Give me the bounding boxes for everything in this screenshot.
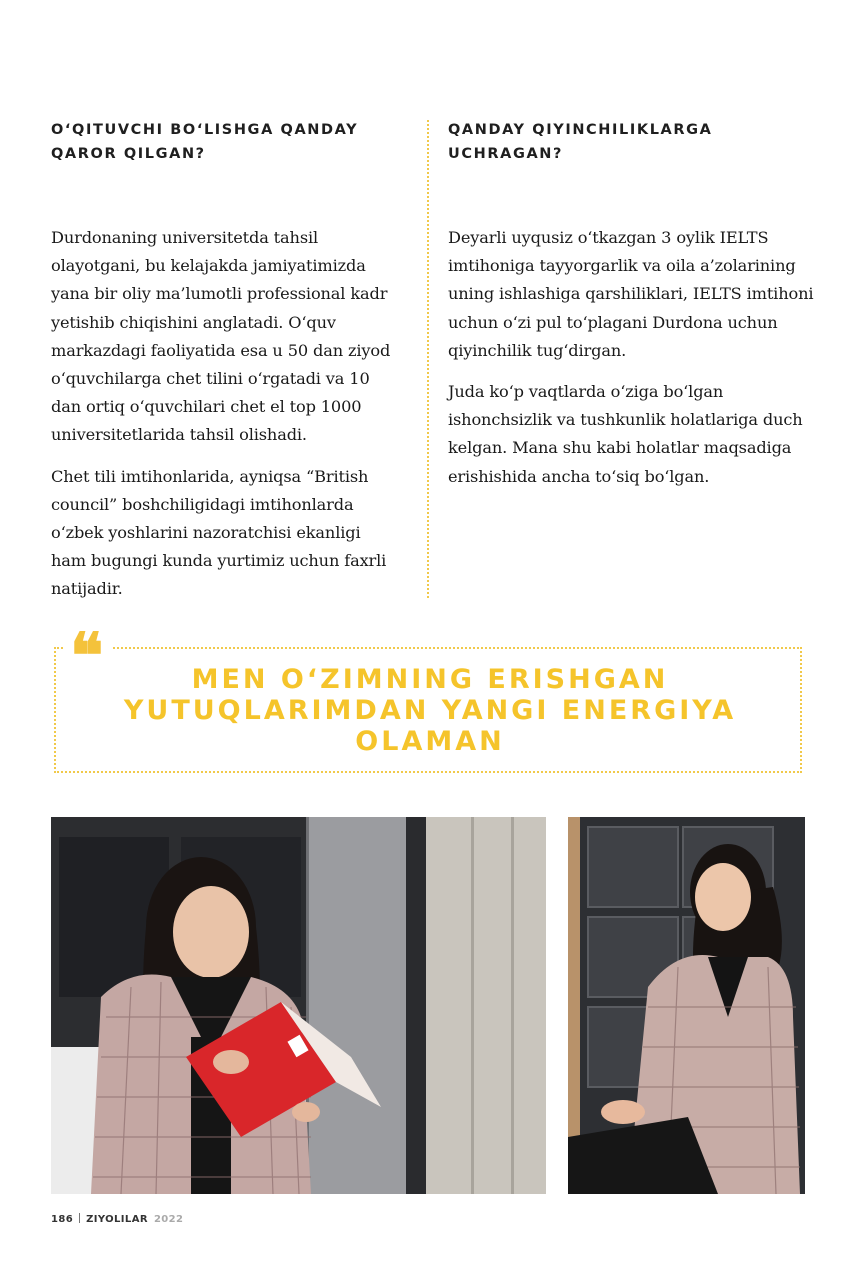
- left-paragraph-1: Durdonaning universitetda tahsil olayotgani, bu kelajakda jamiyatimizda yana bir oliy ma’lumotli professional kadr yetishib chiqishini anglatadi. O‘quv markazdagi faoliyatida esa u 50 dan ziyod o‘quvchilarga chet tilini o‘rgatadi va 10 dan ortiq o‘quvchilari chet el top 1000 universitetlarida tahsil olishadi.: [51, 228, 391, 445]
- page-number: 186: [51, 1214, 74, 1225]
- magazine-name: ZIYOLILAR: [86, 1214, 148, 1225]
- right-paragraph-1: Deyarli uyqusiz o‘tkazgan 3 oylik IELTS imtihoniga tayyorgarlik va oila a’zolarining uning ishlashiga qarshiliklari, IELTS imtihoni uchun o‘zi pul to‘plagani Durdona uchun qiyinchilik tug‘dirgan.: [448, 228, 814, 360]
- left-heading-line1: O‘QITUVCHI BO‘LISHGA QANDAY: [51, 122, 359, 138]
- photo-reading-magazine-illustration: [51, 817, 546, 1194]
- pull-quote-line2: YUTUQLARIMDAN YANGI ENERGIYA: [123, 695, 737, 726]
- column-divider: [427, 120, 429, 598]
- photo-reading-magazine: [51, 817, 546, 1194]
- left-heading: [51, 118, 396, 166]
- pull-quote-line1: MEN O‘ZIMNING ERISHGAN: [191, 664, 669, 695]
- pull-quote-line3: OLAMAN: [355, 726, 505, 757]
- right-paragraph-2: Juda ko‘p vaqtlarda o‘ziga bo‘lgan ishonchsizlik va tushkunlik holatlariga duch kelgan. Mana shu kabi holatlar maqsadiga erishishida ancha to‘siq bo‘lgan.: [448, 382, 803, 486]
- right-heading-line1: QANDAY QIYINCHILIKLARGA: [448, 122, 713, 138]
- footer-separator: [79, 1213, 80, 1223]
- photo-portrait-sitting: [568, 817, 805, 1194]
- left-column: [51, 118, 396, 617]
- pull-quote-text: [60, 664, 800, 757]
- left-heading-line2: QAROR QILGAN?: [51, 146, 206, 162]
- left-paragraph-2: Chet tili imtihonlarida, ayniqsa “British council” boshchiligidagi imtihonlarda o‘zbek yoshlarini nazoratchisi ekanligi ham bugungi kunda yurtimiz uchun faxrli natijadir.: [51, 466, 387, 599]
- right-body: [448, 224, 818, 491]
- right-heading-line2: UCHRAGAN?: [448, 146, 564, 162]
- photo-portrait-sitting-illustration: [568, 817, 805, 1194]
- publication-year: 2022: [153, 1214, 184, 1225]
- page-footer: [51, 1213, 183, 1225]
- left-body: [51, 224, 396, 604]
- right-heading: [448, 118, 818, 166]
- right-column: [448, 118, 818, 504]
- quote-mark-icon: ❝: [64, 625, 112, 667]
